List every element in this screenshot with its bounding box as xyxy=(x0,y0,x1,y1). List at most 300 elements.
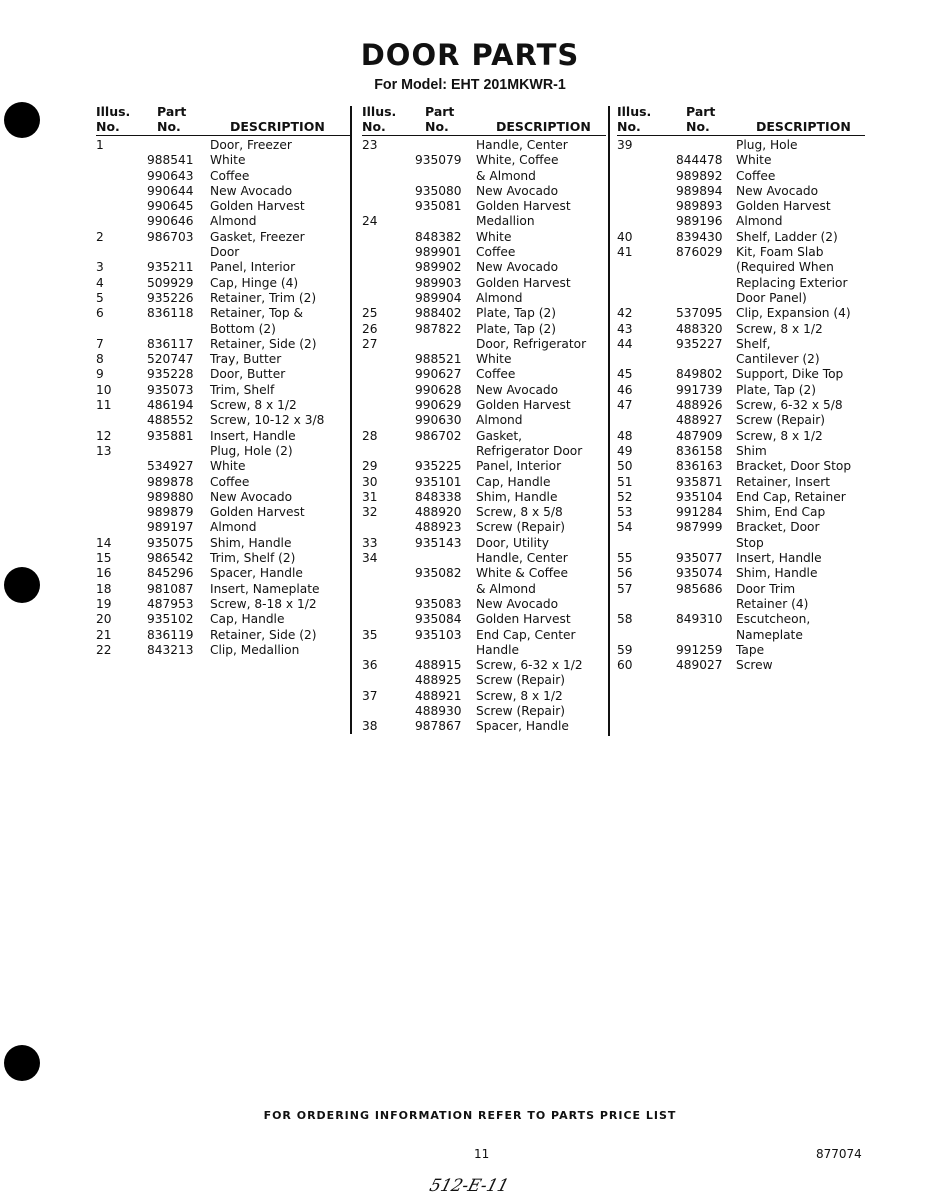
document-number: 877074 xyxy=(816,1147,862,1161)
column-divider xyxy=(350,106,352,734)
parts-row xyxy=(362,306,606,321)
part-number: 988521 xyxy=(415,352,462,367)
part-description: Golden Harvest xyxy=(736,199,831,214)
page-title: DOOR PARTS xyxy=(360,38,580,72)
part-no-header: No. xyxy=(157,119,181,134)
part-description: Cap, Handle xyxy=(476,474,551,489)
part-description: New Avocado xyxy=(476,596,559,611)
parts-row xyxy=(362,475,606,490)
parts-row xyxy=(617,520,865,535)
parts-row xyxy=(96,230,350,245)
punch-hole xyxy=(4,1045,40,1081)
part-number: 935226 xyxy=(147,290,194,305)
part-number: 988541 xyxy=(147,153,194,168)
part-description: Plate, Tap (2) xyxy=(476,306,556,321)
part-header: Part xyxy=(425,104,455,119)
part-description: Handle xyxy=(476,642,519,657)
part-description: New Avocado xyxy=(476,382,559,397)
part-description: Trim, Shelf (2) xyxy=(210,551,296,566)
description-header: DESCRIPTION xyxy=(496,119,591,134)
part-number: 986702 xyxy=(415,428,462,443)
part-number: 989903 xyxy=(415,275,462,290)
illus-no-header: No. xyxy=(617,119,641,134)
illus-number: 18 xyxy=(96,581,112,596)
part-description: Door, Refrigerator xyxy=(476,336,587,351)
part-number: 849802 xyxy=(676,367,723,382)
parts-row xyxy=(617,199,865,214)
illus-number: 4 xyxy=(96,275,104,290)
illus-number: 41 xyxy=(617,245,633,260)
part-description: Golden Harvest xyxy=(210,505,305,520)
parts-row xyxy=(96,413,350,428)
parts-row xyxy=(362,230,606,245)
parts-row xyxy=(362,413,606,428)
header-rule xyxy=(96,135,350,136)
part-description: Kit, Foam Slab xyxy=(736,245,824,260)
parts-row xyxy=(362,322,606,337)
part-description: Screw (Repair) xyxy=(736,413,826,428)
part-description: Nameplate xyxy=(736,627,803,642)
parts-row xyxy=(617,536,865,551)
part-number: 845296 xyxy=(147,566,194,581)
illus-number: 10 xyxy=(96,382,112,397)
parts-row xyxy=(362,199,606,214)
part-description: Medallion xyxy=(476,214,535,229)
parts-row xyxy=(617,551,865,566)
part-number: 935871 xyxy=(676,474,723,489)
part-description: Handle, Center xyxy=(476,138,568,152)
parts-row xyxy=(96,337,350,352)
part-number: 989901 xyxy=(415,245,462,260)
part-description: Refrigerator Door xyxy=(476,443,583,458)
illus-number: 35 xyxy=(362,627,378,642)
parts-row xyxy=(617,230,865,245)
parts-row xyxy=(362,245,606,260)
parts-row xyxy=(96,138,350,153)
part-description: Replacing Exterior xyxy=(736,275,848,290)
parts-row xyxy=(617,582,865,597)
part-description: Bracket, Door xyxy=(736,520,820,535)
part-description: Support, Dike Top xyxy=(736,367,844,382)
part-number: 488925 xyxy=(415,673,462,688)
part-description: Insert, Handle xyxy=(210,428,296,443)
parts-row xyxy=(617,245,865,260)
part-description: Gasket, Freezer xyxy=(210,229,305,244)
part-description: Shim, Handle xyxy=(210,535,292,550)
part-description: Clip, Expansion (4) xyxy=(736,306,851,321)
parts-row xyxy=(617,383,865,398)
part-header: Part xyxy=(157,104,187,119)
part-header: Part xyxy=(686,104,716,119)
part-description: White xyxy=(210,459,246,474)
part-description: Coffee xyxy=(210,168,250,183)
part-number: 990646 xyxy=(147,214,194,229)
illus-number: 53 xyxy=(617,505,633,520)
part-description: Shim, Handle xyxy=(736,566,818,581)
illus-number: 9 xyxy=(96,367,104,382)
part-number: 986542 xyxy=(147,551,194,566)
illus-number: 1 xyxy=(96,138,104,152)
part-number: 848382 xyxy=(415,229,462,244)
part-number: 935077 xyxy=(676,551,723,566)
illus-number: 42 xyxy=(617,306,633,321)
parts-row xyxy=(617,612,865,627)
illus-number: 59 xyxy=(617,642,633,657)
part-no-header: No. xyxy=(425,119,449,134)
part-description: New Avocado xyxy=(210,183,293,198)
parts-row xyxy=(96,551,350,566)
parts-row xyxy=(617,628,865,643)
illus-number: 15 xyxy=(96,551,112,566)
part-description: Door, Freezer xyxy=(210,138,292,152)
parts-row xyxy=(362,337,606,352)
parts-row xyxy=(96,367,350,382)
parts-column-1 xyxy=(96,104,350,658)
illus-number: 20 xyxy=(96,612,112,627)
part-description: Coffee xyxy=(210,474,250,489)
part-description: Insert, Nameplate xyxy=(210,581,320,596)
parts-row xyxy=(617,413,865,428)
illus-number: 39 xyxy=(617,138,633,152)
part-number: 989893 xyxy=(676,199,723,214)
part-description: Plug, Hole xyxy=(736,138,798,152)
illus-number: 6 xyxy=(96,306,104,321)
parts-row xyxy=(96,459,350,474)
parts-row xyxy=(617,597,865,612)
parts-row xyxy=(362,352,606,367)
part-number: 935083 xyxy=(415,596,462,611)
parts-row xyxy=(617,306,865,321)
parts-row xyxy=(362,551,606,566)
parts-row xyxy=(362,643,606,658)
parts-row xyxy=(362,276,606,291)
parts-row xyxy=(362,520,606,535)
handwritten-note: 512-E-11 xyxy=(427,1176,511,1196)
parts-row xyxy=(362,673,606,688)
illus-number: 43 xyxy=(617,321,633,336)
part-number: 989902 xyxy=(415,260,462,275)
illus-number: 45 xyxy=(617,367,633,382)
illus-number: 14 xyxy=(96,535,112,550)
part-number: 935228 xyxy=(147,367,194,382)
part-description: Shim, End Cap xyxy=(736,505,826,520)
page-number: 11 xyxy=(474,1147,490,1161)
parts-row xyxy=(617,291,865,306)
part-description: Screw, 8 x 1/2 xyxy=(736,321,823,336)
parts-row xyxy=(96,276,350,291)
illus-number: 27 xyxy=(362,336,378,351)
illus-number: 11 xyxy=(96,398,112,413)
parts-row xyxy=(362,505,606,520)
parts-row xyxy=(362,184,606,199)
part-description: Plug, Hole (2) xyxy=(210,443,293,458)
part-description: Bottom (2) xyxy=(210,321,276,336)
part-description: Screw, 6-32 x 1/2 xyxy=(476,658,583,673)
part-number: 488926 xyxy=(676,398,723,413)
part-number: 989880 xyxy=(147,489,194,504)
illus-number: 8 xyxy=(96,352,104,367)
illus-number: 26 xyxy=(362,321,378,336)
part-number: 935225 xyxy=(415,459,462,474)
illus-header: Illus. xyxy=(96,104,131,119)
part-number: 844478 xyxy=(676,153,723,168)
column-divider xyxy=(608,106,610,736)
parts-row xyxy=(96,306,350,321)
part-number: 935211 xyxy=(147,260,194,275)
parts-column-2 xyxy=(362,104,606,735)
part-number: 487909 xyxy=(676,428,723,443)
parts-row xyxy=(96,566,350,581)
part-description: Screw, 8 x 1/2 xyxy=(476,688,563,703)
part-description: Door Panel) xyxy=(736,290,807,305)
part-description: Door xyxy=(210,245,240,260)
part-description: Shelf, Ladder (2) xyxy=(736,229,838,244)
part-number: 534927 xyxy=(147,459,194,474)
part-number: 935881 xyxy=(147,428,194,443)
parts-row xyxy=(362,153,606,168)
illus-number: 32 xyxy=(362,505,378,520)
part-description: White xyxy=(736,153,772,168)
part-description: New Avocado xyxy=(736,183,819,198)
part-number: 935101 xyxy=(415,474,462,489)
part-number: 989904 xyxy=(415,290,462,305)
parts-row xyxy=(362,260,606,275)
part-number: 990628 xyxy=(415,382,462,397)
part-number: 990645 xyxy=(147,199,194,214)
column-header xyxy=(617,104,865,138)
part-number: 486194 xyxy=(147,398,194,413)
column-header xyxy=(96,104,350,138)
part-number: 989894 xyxy=(676,183,723,198)
illus-number: 7 xyxy=(96,336,104,351)
part-description: Panel, Interior xyxy=(476,459,562,474)
illus-number: 13 xyxy=(96,443,112,458)
part-number: 488921 xyxy=(415,688,462,703)
part-description: Golden Harvest xyxy=(476,612,571,627)
parts-row xyxy=(96,245,350,260)
part-description: Almond xyxy=(210,520,257,535)
part-number: 989197 xyxy=(147,520,194,535)
parts-row xyxy=(362,444,606,459)
part-description: Shelf, xyxy=(736,336,771,351)
part-description: Cap, Hinge (4) xyxy=(210,275,299,290)
header-rule xyxy=(617,135,865,136)
parts-row xyxy=(617,459,865,474)
parts-row xyxy=(362,612,606,627)
parts-row xyxy=(96,322,350,337)
part-number: 985686 xyxy=(676,581,723,596)
part-number: 836118 xyxy=(147,306,194,321)
parts-row xyxy=(617,643,865,658)
part-description: Door Trim xyxy=(736,581,796,596)
illus-number: 22 xyxy=(96,642,112,657)
part-number: 935084 xyxy=(415,612,462,627)
parts-row xyxy=(96,505,350,520)
parts-row xyxy=(362,597,606,612)
part-description: & Almond xyxy=(476,168,536,183)
parts-row xyxy=(96,214,350,229)
parts-row xyxy=(362,704,606,719)
part-description: Gasket, xyxy=(476,428,523,443)
parts-row xyxy=(96,199,350,214)
part-description: Golden Harvest xyxy=(476,275,571,290)
part-description: Stop xyxy=(736,535,764,550)
part-number: 488930 xyxy=(415,703,462,718)
description-header: DESCRIPTION xyxy=(230,119,325,134)
parts-row xyxy=(617,260,865,275)
part-number: 488915 xyxy=(415,658,462,673)
parts-row xyxy=(617,658,865,673)
part-number: 836117 xyxy=(147,336,194,351)
parts-row xyxy=(362,383,606,398)
part-description: Cap, Handle xyxy=(210,612,285,627)
illus-number: 40 xyxy=(617,229,633,244)
part-number: 488923 xyxy=(415,520,462,535)
illus-number: 24 xyxy=(362,214,378,229)
part-number: 990643 xyxy=(147,168,194,183)
parts-row xyxy=(617,475,865,490)
part-number: 935102 xyxy=(147,612,194,627)
parts-row xyxy=(617,322,865,337)
illus-number: 16 xyxy=(96,566,112,581)
illus-number: 46 xyxy=(617,382,633,397)
part-number: 843213 xyxy=(147,642,194,657)
part-description: Screw, 10-12 x 3/8 xyxy=(210,413,325,428)
parts-row xyxy=(96,582,350,597)
illus-number: 29 xyxy=(362,459,378,474)
parts-row xyxy=(617,153,865,168)
part-number: 990630 xyxy=(415,413,462,428)
parts-row xyxy=(362,628,606,643)
part-number: 990644 xyxy=(147,183,194,198)
parts-row xyxy=(96,628,350,643)
illus-number: 58 xyxy=(617,612,633,627)
part-description: Shim, Handle xyxy=(476,489,558,504)
part-description: End Cap, Retainer xyxy=(736,489,846,504)
part-number: 488920 xyxy=(415,505,462,520)
header-rule xyxy=(362,135,606,136)
parts-row xyxy=(617,169,865,184)
part-number: 935227 xyxy=(676,336,723,351)
illus-number: 5 xyxy=(96,290,104,305)
illus-number: 52 xyxy=(617,489,633,504)
part-description: Handle, Center xyxy=(476,551,568,566)
part-description: Almond xyxy=(476,413,523,428)
part-number: 935081 xyxy=(415,199,462,214)
parts-row xyxy=(617,367,865,382)
punch-hole xyxy=(4,102,40,138)
part-description: (Required When xyxy=(736,260,834,275)
parts-row xyxy=(362,429,606,444)
parts-row xyxy=(362,536,606,551)
parts-row xyxy=(362,459,606,474)
part-description: Bracket, Door Stop xyxy=(736,459,852,474)
part-description: Door, Butter xyxy=(210,367,286,382)
part-number: 981087 xyxy=(147,581,194,596)
part-description: Escutcheon, xyxy=(736,612,811,627)
part-number: 935074 xyxy=(676,566,723,581)
illus-number: 12 xyxy=(96,428,112,443)
part-description: Tape xyxy=(736,642,765,657)
parts-row xyxy=(617,429,865,444)
parts-row xyxy=(362,214,606,229)
illus-number: 50 xyxy=(617,459,633,474)
parts-row xyxy=(96,597,350,612)
parts-row xyxy=(362,490,606,505)
illus-number: 54 xyxy=(617,520,633,535)
part-description: Tray, Butter xyxy=(210,352,282,367)
parts-row xyxy=(96,352,350,367)
part-number: 989196 xyxy=(676,214,723,229)
part-description: Screw, 8 x 1/2 xyxy=(736,428,823,443)
parts-row xyxy=(362,398,606,413)
illus-number: 37 xyxy=(362,688,378,703)
parts-row xyxy=(617,490,865,505)
part-description: Plate, Tap (2) xyxy=(476,321,556,336)
part-description: Screw (Repair) xyxy=(476,703,566,718)
part-number: 836163 xyxy=(676,459,723,474)
part-number: 986703 xyxy=(147,229,194,244)
part-description: Screw, 8 x 5/8 xyxy=(476,505,563,520)
parts-row xyxy=(617,566,865,581)
part-number: 488927 xyxy=(676,413,723,428)
illus-header: Illus. xyxy=(362,104,397,119)
part-number: 935104 xyxy=(676,489,723,504)
part-number: 935080 xyxy=(415,183,462,198)
part-description: Clip, Medallion xyxy=(210,642,300,657)
part-description: Door, Utility xyxy=(476,535,549,550)
parts-row xyxy=(362,719,606,734)
part-number: 935103 xyxy=(415,627,462,642)
part-description: Screw, 6-32 x 5/8 xyxy=(736,398,843,413)
parts-row xyxy=(362,658,606,673)
part-description: Coffee xyxy=(476,367,516,382)
part-number: 989878 xyxy=(147,474,194,489)
parts-row xyxy=(96,490,350,505)
parts-row xyxy=(617,276,865,291)
part-number: 489027 xyxy=(676,658,723,673)
part-description: Trim, Shelf xyxy=(210,382,275,397)
parts-row xyxy=(96,643,350,658)
part-number: 849310 xyxy=(676,612,723,627)
parts-row xyxy=(96,153,350,168)
part-number: 836158 xyxy=(676,443,723,458)
illus-number: 55 xyxy=(617,551,633,566)
model-subtitle: For Model: EHT 201MKWR-1 xyxy=(374,76,566,93)
part-number: 520747 xyxy=(147,352,194,367)
illus-number: 31 xyxy=(362,489,378,504)
illus-number: 23 xyxy=(362,138,378,152)
parts-row xyxy=(96,383,350,398)
parts-row xyxy=(96,398,350,413)
ordering-note: FOR ORDERING INFORMATION REFER TO PARTS PRICE LIST xyxy=(263,1109,677,1122)
illus-number: 49 xyxy=(617,443,633,458)
part-description: Spacer, Handle xyxy=(210,566,303,581)
part-description: New Avocado xyxy=(210,489,293,504)
illus-number: 2 xyxy=(96,229,104,244)
illus-no-header: No. xyxy=(96,119,120,134)
illus-number: 57 xyxy=(617,581,633,596)
illus-number: 25 xyxy=(362,306,378,321)
illus-number: 51 xyxy=(617,474,633,489)
illus-number: 36 xyxy=(362,658,378,673)
illus-number: 3 xyxy=(96,260,104,275)
punch-hole xyxy=(4,567,40,603)
illus-number: 38 xyxy=(362,719,378,734)
part-description: Cantilever (2) xyxy=(736,352,820,367)
column-header xyxy=(362,104,606,138)
illus-number: 48 xyxy=(617,428,633,443)
